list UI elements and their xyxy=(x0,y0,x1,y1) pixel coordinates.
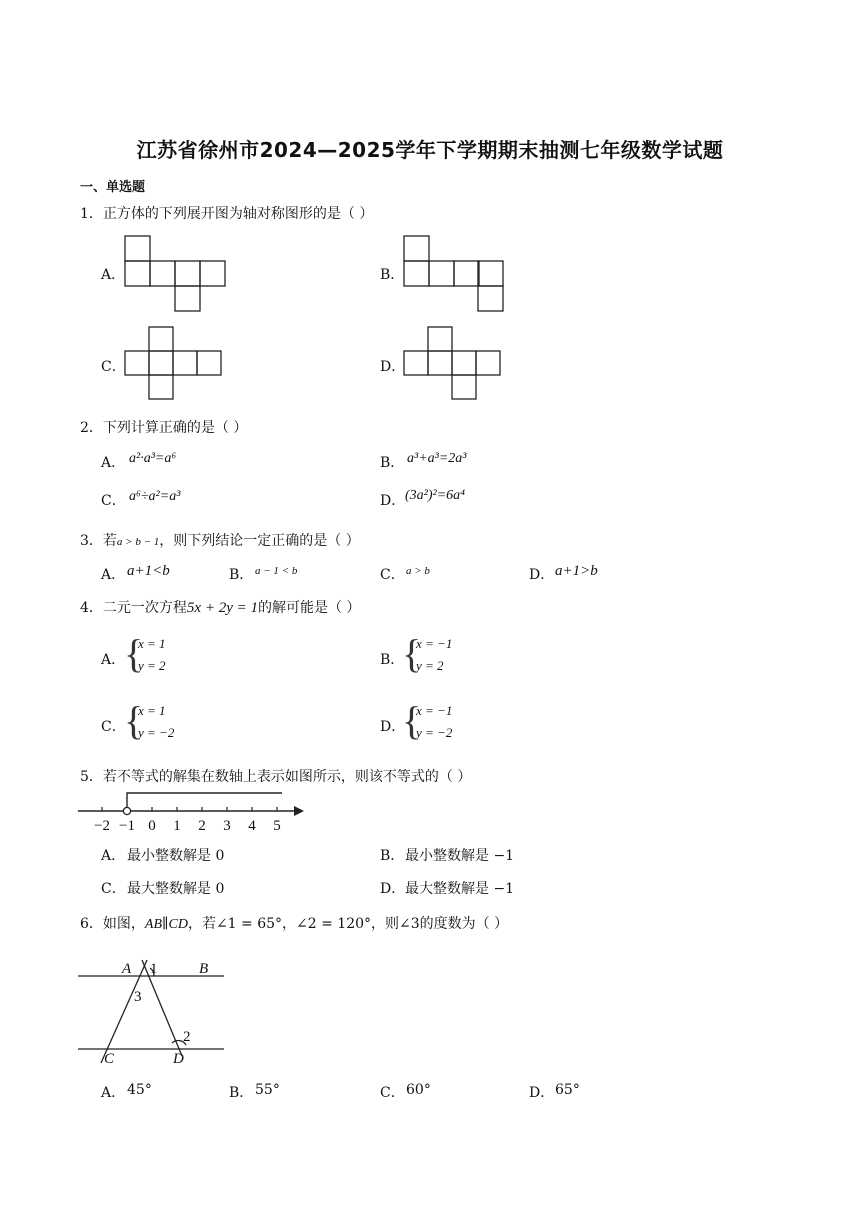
q1-option-d-net xyxy=(403,326,505,400)
q5-option-a-label: A． xyxy=(101,848,126,864)
q2-option-b-label: B． xyxy=(380,455,405,471)
q5-tick-label: −2 xyxy=(94,818,110,834)
q4-option-a-system xyxy=(138,633,166,677)
q6-point-c: C xyxy=(104,1051,115,1067)
q5-option-c: 最大整数解是 0 xyxy=(127,881,225,897)
question-1-stem: 1．正方体的下列展开图为轴对称图形的是（ ） xyxy=(80,206,374,222)
q6-transversal-ad xyxy=(142,960,182,1056)
q6-stem-prefix: 6．如图， xyxy=(80,916,145,932)
q4-option-c-label: C． xyxy=(101,719,126,735)
q4-c-y: y = −2 xyxy=(138,725,175,740)
question-5-stem: 5．若不等式的解集在数轴上表示如图所示，则该不等式的（ ） xyxy=(80,769,472,785)
q5-tick-label: −1 xyxy=(119,818,135,834)
q5-option-d: 最大整数解是 −1 xyxy=(405,881,515,897)
q5-tick-label: 5 xyxy=(273,818,281,834)
q3-option-b-label: B． xyxy=(229,567,254,583)
q2-option-d-label: D． xyxy=(380,493,406,509)
q6-option-b-label: B． xyxy=(229,1085,254,1101)
q6-option-c: 60° xyxy=(406,1082,431,1098)
q3-stem-prefix: 3．若 xyxy=(80,533,117,549)
q4-option-a-label: A． xyxy=(101,652,126,668)
q2-option-c: a⁶÷a²=a³ xyxy=(129,489,181,504)
q6-option-a-label: A． xyxy=(101,1085,126,1101)
q6-point-a: A xyxy=(122,961,132,977)
question-3-stem xyxy=(80,530,360,550)
question-4-stem xyxy=(80,597,360,617)
q6-point-b: B xyxy=(199,961,209,977)
q5-solution-bracket xyxy=(127,793,282,807)
q1-option-b-label: B． xyxy=(380,267,405,283)
question-6-stem xyxy=(80,913,508,933)
q4-option-b-system xyxy=(416,633,452,677)
question-2-stem: 2．下列计算正确的是（ ） xyxy=(80,420,248,436)
q3-option-d-label: D． xyxy=(529,567,555,583)
q4-option-b-brace: { xyxy=(402,631,422,676)
q2-option-b: a³+a³=2a³ xyxy=(407,451,467,466)
q4-option-c-brace: { xyxy=(124,698,144,743)
q5-tick-label: 2 xyxy=(198,818,206,834)
q3-stem-suffix: ，则下列结论一定正确的是（ ） xyxy=(159,533,360,549)
q4-option-d-brace: { xyxy=(402,698,422,743)
q4-a-y: y = 2 xyxy=(138,658,166,673)
q5-option-d-label: D． xyxy=(380,881,406,897)
q3-option-b: a − 1 < b xyxy=(255,565,298,577)
q5-tick-label: 0 xyxy=(148,818,156,834)
q2-option-a-label: A． xyxy=(101,455,126,471)
q6-angle-1-label: 1 xyxy=(150,961,158,977)
q1-option-d-label: D． xyxy=(380,359,406,375)
q5-tick-label: 4 xyxy=(248,818,256,834)
q4-option-c-system xyxy=(138,700,174,744)
q4-stem-prefix: 4．二元一次方程 xyxy=(80,600,187,616)
q6-angle-2-label: 2 xyxy=(183,1029,191,1045)
q2-option-d: (3a²)²=6a⁴ xyxy=(405,488,466,503)
q2-option-c-label: C． xyxy=(101,493,126,509)
section-heading: 一、单选题 xyxy=(80,180,146,195)
q5-option-a: 最小整数解是 0 xyxy=(127,848,225,864)
q1-option-c-label: C． xyxy=(101,359,126,375)
q4-a-x: x = 1 xyxy=(138,636,166,651)
q2-option-a: a²·a³=a⁶ xyxy=(129,451,177,466)
q1-option-c-net xyxy=(124,326,226,400)
q6-option-d-label: D． xyxy=(529,1085,555,1101)
q4-b-x: x = −1 xyxy=(416,636,453,651)
page-title: 江苏省徐州市2024—2025学年下学期期末抽测七年级数学试题 xyxy=(136,138,724,162)
q3-option-c: a > b xyxy=(406,565,430,577)
q4-option-d-system xyxy=(416,700,452,744)
q6-option-a: 45° xyxy=(127,1082,152,1098)
q6-option-c-label: C． xyxy=(380,1085,405,1101)
q6-parallel-lines-figure xyxy=(76,955,228,1067)
q4-stem-suffix: 的解可能是（ ） xyxy=(257,600,361,616)
q5-number-line xyxy=(76,790,308,834)
q4-stem-equation: 5x + 2y = 1 xyxy=(186,600,258,616)
q3-option-d: a+1>b xyxy=(555,563,598,579)
q4-c-x: x = 1 xyxy=(138,703,166,718)
q5-option-b-label: B． xyxy=(380,848,405,864)
q5-axis-arrow xyxy=(294,806,304,816)
q6-angle-3-label: 3 xyxy=(134,989,142,1005)
q3-stem-condition: a > b − 1 xyxy=(116,536,160,548)
q3-option-a: a+1<b xyxy=(127,563,170,579)
q4-option-a-brace: { xyxy=(124,631,144,676)
q4-b-y: y = 2 xyxy=(416,658,444,673)
q3-option-c-label: C． xyxy=(380,567,405,583)
q4-option-d-label: D． xyxy=(380,719,406,735)
q6-stem-parallel: AB∥CD xyxy=(144,917,188,932)
q1-option-a-net xyxy=(124,235,230,313)
q4-d-y: y = −2 xyxy=(416,725,453,740)
q6-point-d: D xyxy=(173,1051,184,1067)
q1-option-b-net xyxy=(403,235,507,313)
q1-option-a-label: A． xyxy=(101,267,126,283)
q5-tick-label: 3 xyxy=(223,818,231,834)
q4-option-b-label: B． xyxy=(380,652,405,668)
q3-option-a-label: A． xyxy=(101,567,126,583)
q5-option-b: 最小整数解是 −1 xyxy=(405,848,515,864)
q5-tick-label: 1 xyxy=(173,818,181,834)
q5-option-c-label: C． xyxy=(101,881,126,897)
q4-d-x: x = −1 xyxy=(416,703,453,718)
q6-option-b: 55° xyxy=(255,1082,280,1098)
q5-open-circle xyxy=(123,807,130,814)
q6-option-d: 65° xyxy=(555,1082,580,1098)
q6-stem-suffix: ，若∠1 = 65°，∠2 = 120°，则∠3的度数为（ ） xyxy=(187,916,509,932)
